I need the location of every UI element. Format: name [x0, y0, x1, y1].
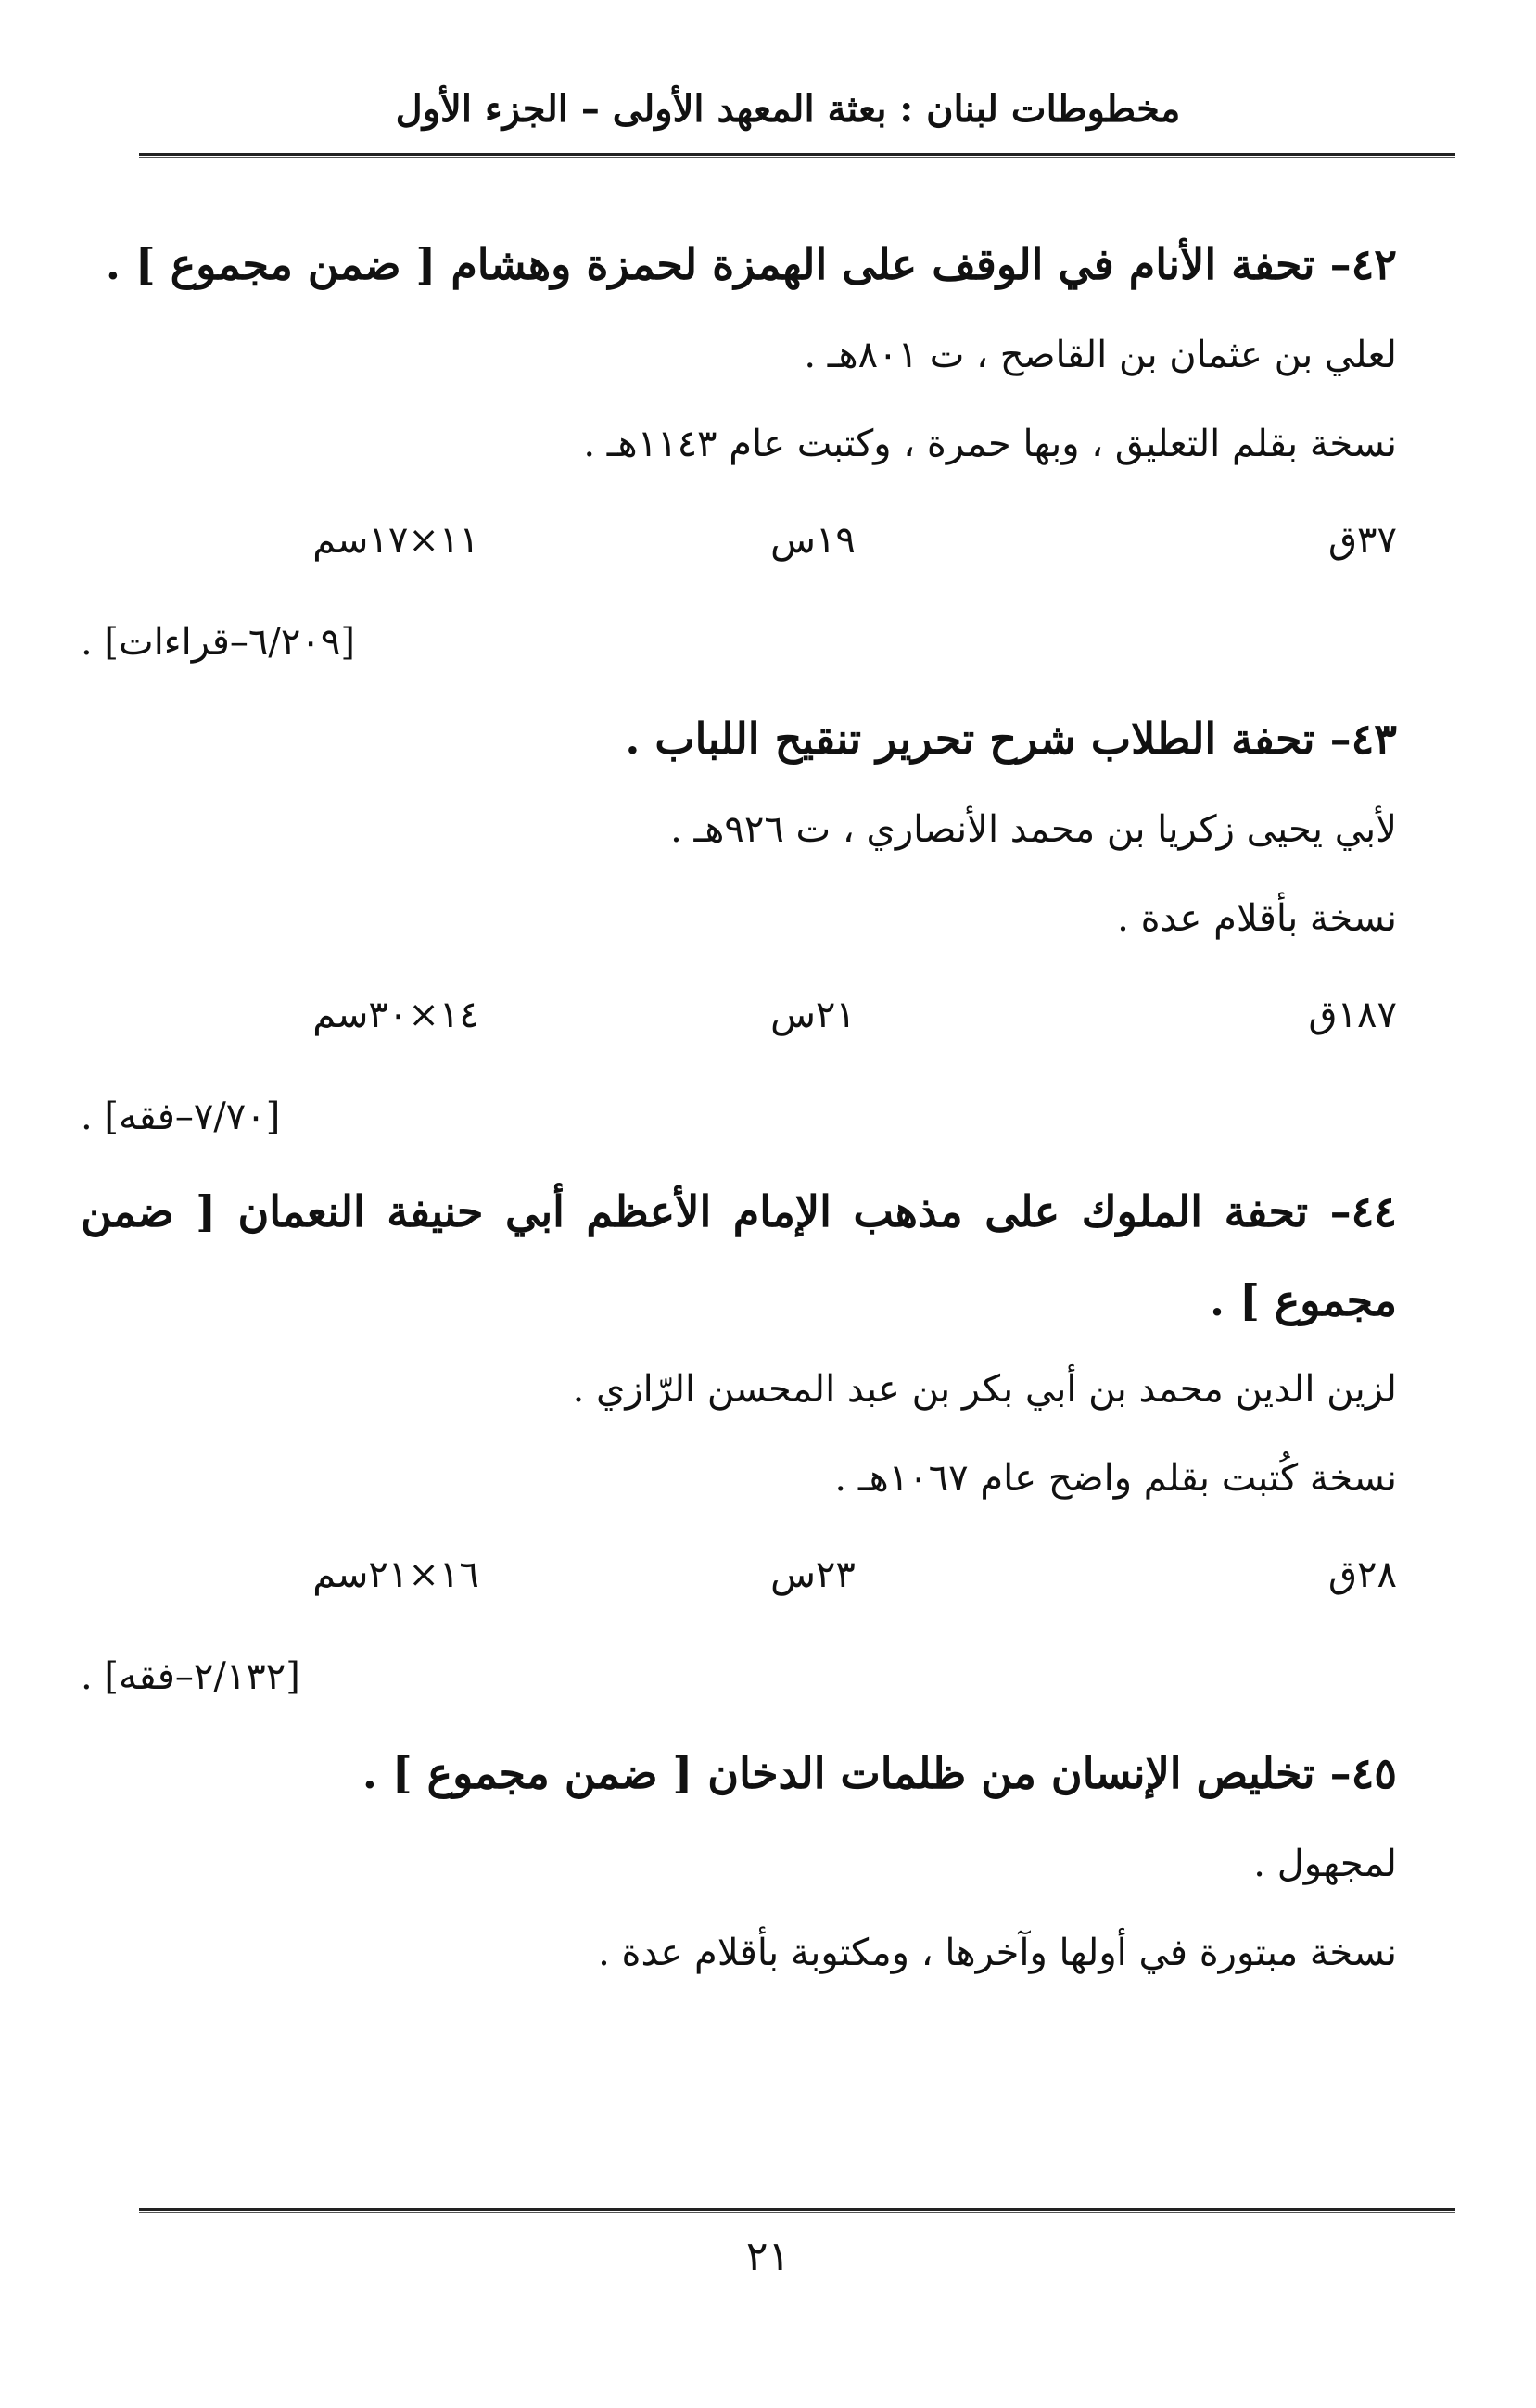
entry-title: ٤٤– تحفة الملوك على مذهب الإمام الأعظم أبي حنيفة النعمان [ ضمن مجموع ] .: [81, 1186, 1397, 1325]
leaf-count: ٢٨ق: [1327, 1553, 1397, 1596]
page-size: ١٦×٢١سم: [312, 1553, 479, 1596]
entry-description: نسخة بأقلام عدة .: [1117, 897, 1397, 940]
catalog-entry-43: [81, 692, 1397, 1167]
line-count: ١٩س: [770, 519, 856, 562]
header-rule: [139, 153, 1455, 158]
entry-physical-stats: [81, 1523, 1397, 1627]
entry-description: نسخة مبتورة في أولها وآخرها ، ومكتوبة بأقلام عدة .: [598, 1932, 1397, 1974]
line-count: ٢٣س: [770, 1553, 856, 1596]
line-count: ٢١س: [770, 994, 856, 1036]
leaf-count: ١٨٧ق: [1308, 994, 1397, 1036]
page-size: ١١×١٧سم: [312, 519, 479, 562]
entry-physical-stats: [81, 963, 1397, 1067]
entry-author: لعلي بن عثمان بن القاصح ، ت ٨٠١هـ .: [804, 334, 1397, 376]
entry-author: لزين الدين محمد بن أبي بكر بن عبد المحسن الرّازي .: [572, 1368, 1397, 1411]
entry-title: ٤٣– تحفة الطلاب شرح تحرير تنقيح اللباب .: [625, 714, 1397, 764]
entry-title: ٤٥– تخليص الإنسان من ظلمات الدخان [ ضمن مجموع ] .: [362, 1748, 1397, 1798]
entry-author: لأبي يحيى زكريا بن محمد الأنصاري ، ت ٩٢٦هـ .: [670, 808, 1397, 851]
entry-physical-stats: [81, 488, 1397, 592]
leaf-count: ٣٧ق: [1327, 519, 1397, 562]
entry-description: نسخة بقلم التعليق ، وبها حمرة ، وكتبت عام ١١٤٣هـ .: [583, 423, 1397, 465]
shelf-mark: [٧/٧٠–فقه] .: [81, 1096, 281, 1138]
entry-author: لمجهول .: [1253, 1843, 1397, 1885]
running-header: مخطوطات لبنان : بعثة المعهد الأولى – الجزء الأول: [395, 87, 1181, 131]
catalog-content: [81, 218, 1397, 1997]
shelf-mark: [٢/١٣٢–فقه] .: [81, 1655, 300, 1698]
catalog-entry-42: [81, 218, 1397, 692]
page-number: ٢١: [745, 2233, 791, 2280]
shelf-mark: [٦/٢٠٩–قراءات] .: [81, 621, 355, 664]
page-size: ١٤×٣٠سم: [312, 994, 479, 1036]
entry-description: نسخة كُتبت بقلم واضح عام ١٠٦٧هـ .: [834, 1457, 1397, 1500]
footer-rule: [139, 2208, 1455, 2213]
catalog-entry-45: [81, 1727, 1397, 1997]
entry-title: ٤٢– تحفة الأنام في الوقف على الهمزة لحمزة وهشام [ ضمن مجموع ] .: [105, 239, 1397, 289]
catalog-entry-44: [81, 1167, 1397, 1727]
